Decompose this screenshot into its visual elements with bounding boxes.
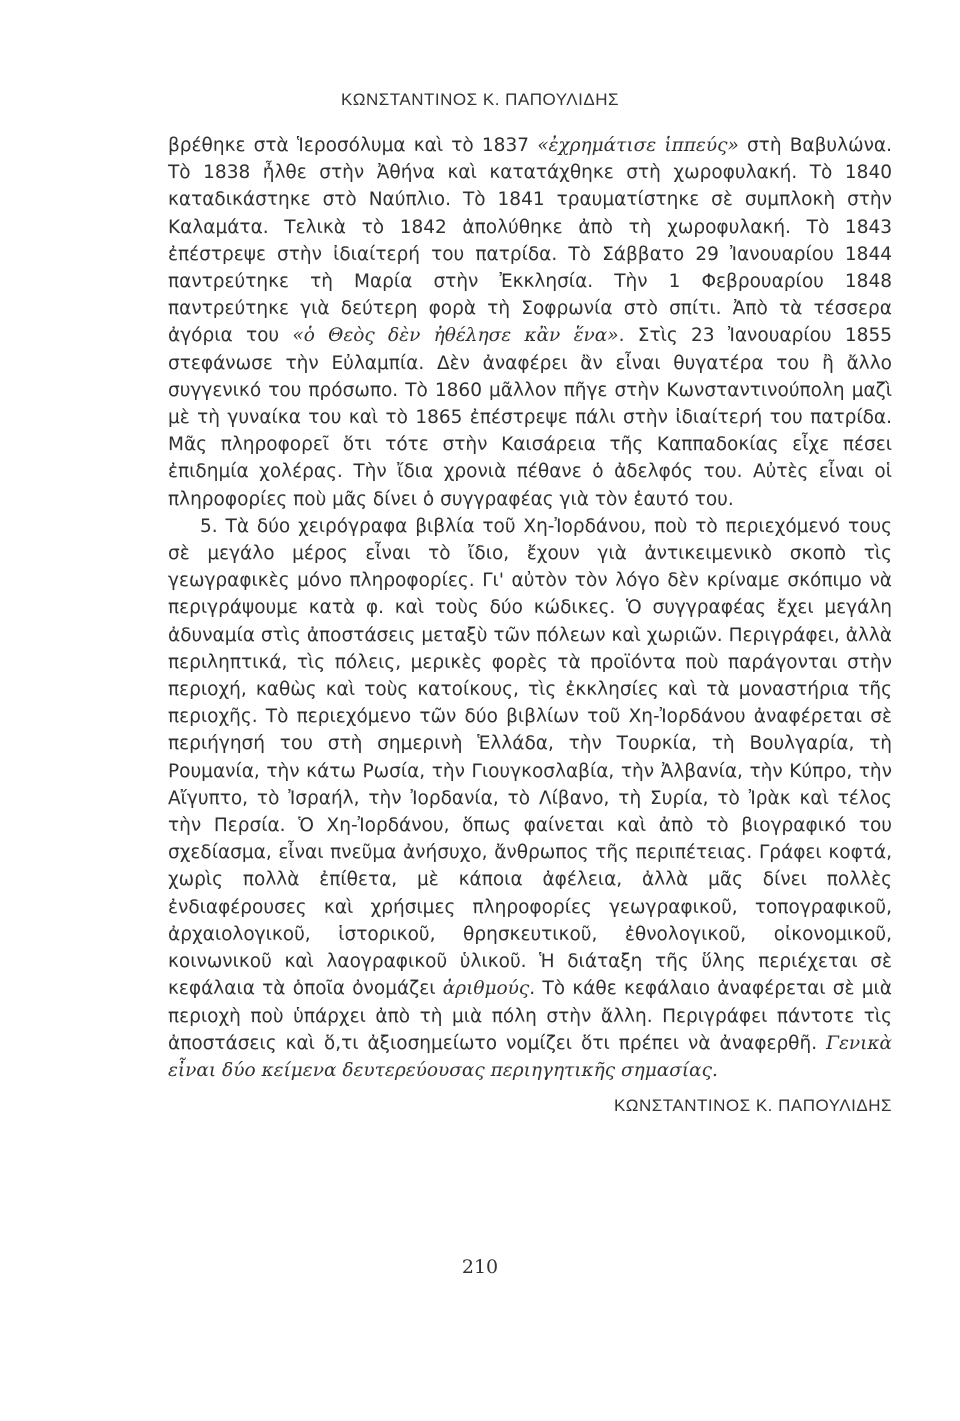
author-signature: ΚΩΝΣΤΑΝΤΙΝΟΣ Κ. ΠΑΠΟΥΛΙΔΗΣ	[613, 1096, 892, 1115]
italic-segment: Γενικὰ εἶναι δύο κείμενα δευτερεύουσας περιηγητικῆς σημασίας.	[168, 1032, 892, 1081]
paragraph-biography	[168, 132, 892, 513]
page-number: 210	[461, 1256, 499, 1278]
text-segment: . Τὸ κάθε κεφάλαιο ἀναφέρεται σὲ μιὰ περιοχὴ ποὺ ὑπάρχει ἀπὸ τὴ μιὰ πόλη στὴν ἄλλη. Περιγράφει πάντοτε τὶς ἀποστάσεις καὶ ὅ,τι ἀξιοσημείωτο νομίζει ὅτι πρέπει νὰ ἀναφερθῆ.	[168, 978, 893, 1054]
italic-segment: ἀριθμούς	[442, 978, 530, 1000]
quote-segment: «ἐχρημάτισε ἱππεύς»	[537, 135, 739, 156]
text-segment: στὴ Βαβυλώνα. Τὸ 1838 ἦλθε στὴν Ἀθήνα καὶ κατατάχθηκε στὴ χωροφυλακή. Τὸ 1840 καταδικάστηκε στὸ Ναύπλιο. Τὸ 1841 τραυματίστηκε σὲ συμπλοκὴ στὴν Καλαμάτα. Τελικὰ τὸ 1842 ἀπολύθηκε ἀπὸ τὴ χωροφυλακή. Τὸ 1843 ἐπέστρεψε στὴν ἰδιαίτερή του πατρίδα. Τὸ Σάββατο 29 Ἰανουαρίου 1844 παντρεύτηκε τὴ Μαρία στὴν Ἐκκλησία. Τὴν 1 Φεβρουαρίου 1848 παντρεύτηκε γιὰ δεύτερη φορὰ τὴ Σοφρωνία στὸ σπίτι. Ἀπὸ τὰ τέσσερα ἀγόρια του	[168, 135, 892, 347]
body-text	[168, 132, 892, 1084]
running-head: ΚΩΝΣΤΑΝΤΙΝΟΣ Κ. ΠΑΠΟΥΛΙΔΗΣ	[340, 90, 620, 109]
text-segment: 5. Τὰ δύο χειρόγραφα βιβλία τοῦ Χη-Ἰορδάνου, ποὺ τὸ περιεχόμενό τους σὲ μεγάλο μέρος εἶναι τὸ ἴδιο, ἔχουν γιὰ ἀντικειμενικὸ σκοπὸ τὶς γεωγραφικὲς μόνο πληροφορίες. Γι' αὐτὸν τὸν λόγο δὲν κρίναμε σκόπιμο νὰ περιγράψουμε κατὰ φ. καὶ τοὺς δύο κώδικες. Ὁ συγγραφέας ἔχει μεγάλη ἀδυναμία στὶς ἀποστάσεις μεταξὺ τῶν πόλεων καὶ χωριῶν. Περιγράφει, ἀλλὰ περιληπτικά, τὶς πόλεις, μερικὲς φορὲς τὰ προϊόντα ποὺ παράγονται στὴν περιοχή, καθὼς καὶ τοὺς κατοίκους, τὶς ἐκκλησίες καὶ τὰ μοναστήρια τῆς περιοχῆς. Τὸ περιεχόμενο τῶν δύο βιβλίων τοῦ Χη-Ἰορδάνου ἀναφέρεται σὲ περιήγησή του στὴ σημερινὴ Ἑλλάδα, τὴν Τουρκία, τὴ Βουλγαρία, τὴ Ρουμανία, τὴν κάτω Ρωσία, τὴν Γιουγκοσλαβία, τὴν Ἀλβανία, τὴν Κύπρο, τὴν Αἴγυπτο, τὸ Ἰσραήλ, τὴν Ἰορδανία, τὸ Λίβανο, τὴ Συρία, τὸ Ἰρὰκ καὶ τέλος τὴν Περσία. Ὁ Χη-Ἰορδάνου, ὅπως φαίνεται καὶ ἀπὸ τὸ βιογραφικό του σχεδίασμα, εἶναι πνεῦμα ἀνήσυχο, ἄνθρωπος τῆς περιπέτειας. Γράφει κοφτά, χωρὶς πολλὰ ἐπίθετα, μὲ κάποια ἀφέλεια, ἀλλὰ μᾶς δίνει πολλὲς ἐνδιαφέρουσες καὶ χρήσιμες πληροφορίες γεωγραφικοῦ, τοπογραφικοῦ, ἀρχαιολογικοῦ, ἱστορικοῦ, θρησκευτικοῦ, ἐθνολογικοῦ, οἰκονομικοῦ, κοινωνικοῦ καὶ λαογραφικοῦ ὑλικοῦ. Ἡ διάταξη τῆς ὕλης περιέχεται σὲ κεφάλαια τὰ ὁποῖα ὀνομάζει	[168, 515, 892, 1000]
quote-segment: «ὁ Θεὸς δὲν ἠθέλησε κἂν ἕνα»	[292, 325, 619, 347]
text-segment: βρέθηκε στὰ Ἱεροσόλυμα καὶ τὸ 1837	[168, 135, 538, 156]
paragraph-manuscripts	[168, 513, 892, 1084]
text-segment: . Στὶς 23 Ἰανουαρίου 1855 στεφάνωσε τὴν Εὐλαμπία. Δὲν ἀναφέρει ἂν εἶναι θυγατέρα του ἢ ἄλλο συγγενικό του πρόσωπο. Τὸ 1860 μᾶλλον πῆγε στὴν Κωνσταντινούπολη μαζὶ μὲ τὴ γυναίκα του καὶ τὸ 1865 ἐπέστρεψε πάλι στὴν ἰδιαίτερή του πατρίδα. Μᾶς πληροφορεῖ ὅτι τότε στὴν Καισάρεια τῆς Καππαδοκίας εἶχε πέσει ἐπιδημία χολέρας. Τὴν ἴδια χρονιὰ πέθανε ὁ ἀδελφός του. Αὐτὲς εἶναι οἱ πληροφορίες ποὺ μᾶς δίνει ὁ συγγραφέας γιὰ τὸν ἑαυτό του.	[168, 325, 892, 510]
